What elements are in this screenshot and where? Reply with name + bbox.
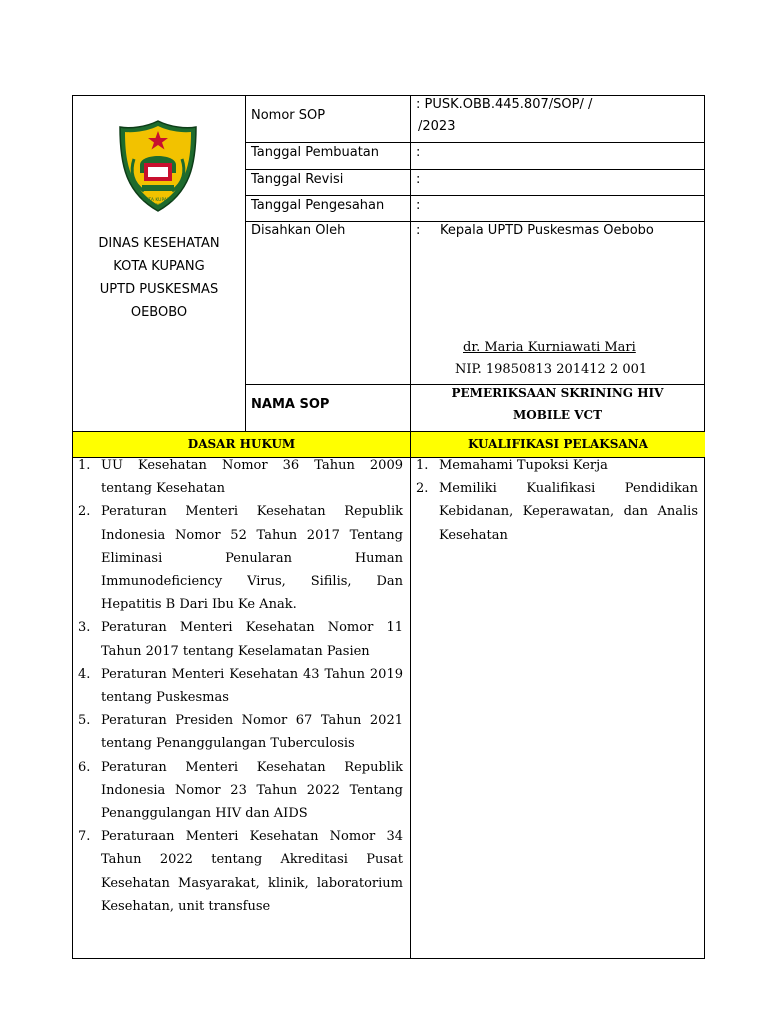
list-text: Peraturan Presiden Nomor 67 Tahun 2021 tentang Penanggulangan Tuberculosis (101, 713, 403, 752)
disahkan-oleh-value: Kepala UPTD Puskesmas Oebobo (440, 223, 654, 238)
grid-line (245, 96, 246, 431)
list-text: UU Kesehatan Nomor 36 Tahun 2009 tentang Kesehatan (101, 458, 403, 497)
nama-sop-line: MOBILE VCT (512, 408, 603, 422)
list-item (411, 477, 698, 547)
list-item (73, 663, 403, 709)
nomor-sop-value-year: /2023 (418, 119, 456, 134)
grid-line (245, 169, 705, 170)
dasar-hukum-list (73, 454, 403, 918)
list-number: 1. (416, 458, 429, 473)
kualifikasi-title: KUALIFIKASI PELAKSANA (468, 437, 648, 451)
list-text: Peraturan Menteri Kesehatan Republik Indonesia Nomor 23 Tahun 2022 Tentang Penanggulangan HIV dan AIDS (101, 759, 403, 822)
tanggal-pengesahan-label: Tanggal Pengesahan (251, 198, 385, 213)
list-item (73, 756, 403, 826)
list-item (73, 709, 403, 755)
nomor-sop-label: Nomor SOP (251, 108, 326, 123)
tanggal-pembuatan-label: Tanggal Pembuatan (251, 145, 380, 160)
kualifikasi-list (411, 454, 698, 547)
list-item (411, 454, 698, 477)
nomor-sop-value: : PUSK.OBB.445.807/SOP/ / (416, 97, 593, 112)
tanggal-pembuatan-value: : (416, 145, 421, 160)
tanggal-revisi-label: Tanggal Revisi (251, 172, 344, 187)
list-number: 4. (78, 666, 91, 682)
nama-sop-line: PEMERIKSAAN SKRINING HIV (451, 386, 664, 400)
list-item (73, 825, 403, 918)
tanggal-revisi-value: : (416, 172, 421, 187)
grid-line (245, 142, 705, 143)
nama-sop-value (410, 384, 705, 424)
org-line: UPTD PUSKESMAS (99, 282, 219, 297)
list-text: Memiliki Kualifikasi Pendidikan Kebidanan, Keperawatan, dan Analis Kesehatan (439, 481, 698, 543)
emblem-year: 1996 (152, 203, 164, 208)
org-line: KOTA KUPANG (113, 259, 205, 274)
nama-sop-label: NAMA SOP (251, 397, 330, 412)
grid-line (245, 195, 705, 196)
disahkan-oleh-label: Disahkan Oleh (251, 223, 346, 238)
kota-kupang-emblem-icon (116, 119, 200, 213)
org-line: DINAS KESEHATAN (98, 236, 220, 251)
list-item (73, 500, 403, 616)
list-number: 2. (416, 481, 429, 497)
list-number: 1. (78, 458, 91, 473)
tanggal-pengesahan-value: : (416, 198, 421, 213)
emblem-text: KOTA KUPANG (142, 198, 174, 203)
list-number: 3. (78, 620, 91, 636)
list-item (73, 616, 403, 662)
organization-name (73, 232, 245, 324)
sop-document-table (72, 95, 705, 959)
signer-nip: NIP. 19850813 201412 2 001 (455, 362, 648, 377)
list-text: Peraturan Menteri Kesehatan Nomor 11 Tahun 2017 tentang Keselamatan Pasien (101, 620, 403, 659)
list-text: Peraturan Menteri Kesehatan 43 Tahun 2019 tentang Puskesmas (101, 666, 403, 706)
list-text: Peraturaan Menteri Kesehatan Nomor 34 Tahun 2022 tentang Akreditasi Pusat Kesehatan Masyarakat, klinik, laboratorium Kesehatan, unit transfuse (101, 829, 403, 914)
list-number: 5. (78, 713, 91, 729)
list-number: 7. (78, 829, 91, 845)
list-text: Memahami Tupoksi Kerja (439, 458, 608, 473)
list-text: Peraturan Menteri Kesehatan Republik Indonesia Nomor 52 Tahun 2017 Tentang Eliminasi Penularan Human Immunodeficiency Virus, Sifilis, Dan Hepatitis B Dari Ibu Ke Anak. (101, 504, 403, 613)
list-item (73, 454, 403, 500)
disahkan-oleh-colon: : (416, 223, 421, 238)
dasar-hukum-title: DASAR HUKUM (187, 437, 296, 451)
list-number: 6. (78, 759, 91, 775)
list-number: 2. (78, 504, 91, 520)
org-line: OEBOBO (130, 305, 188, 320)
signer-name: dr. Maria Kurniawati Mari (463, 340, 636, 355)
